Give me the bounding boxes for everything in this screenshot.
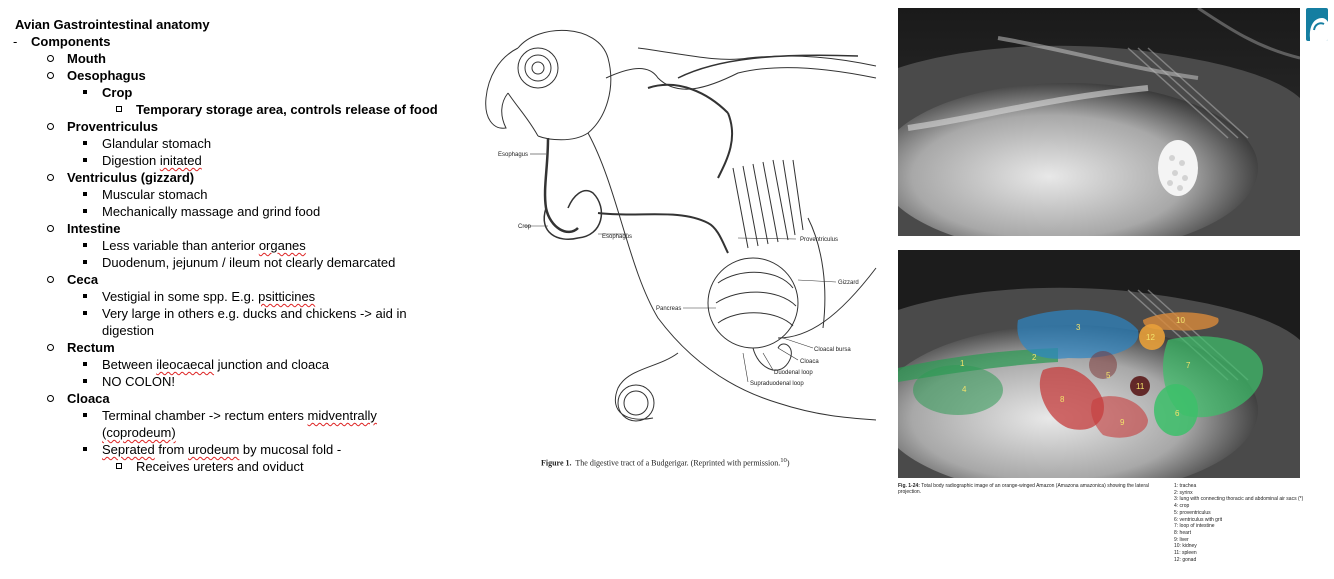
- overlay-number-1: 1: [960, 359, 965, 368]
- clo-point-1: Terminal chamber -> rectum enters midventrally (coprodeum): [102, 407, 432, 441]
- legend-item: 5: proventriculus: [1174, 509, 1211, 516]
- int-point-2: Duodenum, jejunum / ileum not clearly demarcated: [102, 254, 465, 271]
- label-supraduodenal-loop: Supraduodenal loop: [750, 381, 804, 387]
- overlay-number-2: 2: [1032, 353, 1037, 362]
- legend-item: 4: crop: [1174, 503, 1190, 510]
- beak-outline: [486, 48, 518, 128]
- budgerigar-drawing: [478, 18, 878, 428]
- components-label: Components: [31, 34, 111, 49]
- clo-point-3: Receives ureters and oviduct: [136, 458, 465, 475]
- cloaca-item: Cloaca: [67, 390, 465, 407]
- radiograph-legend: [1174, 483, 1304, 563]
- clo-point-2: Seprated from urodeum by mucosal fold -: [102, 441, 465, 458]
- overlay-number-4: 4: [962, 385, 967, 394]
- ventriculus-item: Ventriculus (gizzard): [67, 169, 465, 186]
- label-gizzard: Gizzard: [838, 280, 859, 286]
- ceca-point-2: Very large in others e.g. ducks and chickens -> aid in digestion: [102, 305, 432, 339]
- vent-point-1: Muscular stomach: [102, 186, 465, 203]
- radiograph-plain-image: [898, 8, 1300, 236]
- crop-item: Crop: [102, 84, 465, 101]
- label-cloaca: Cloaca: [800, 359, 819, 365]
- label-crop: Crop: [518, 224, 532, 230]
- rec-point-1: Between ileocaecal junction and cloaca: [102, 356, 465, 373]
- figure1-caption: Figure 1. The digestive tract of a Budgerigar. (Reprinted with permission.$^{10}$): [541, 457, 790, 468]
- overlay-number-10: 10: [1176, 316, 1185, 325]
- notes-title: Avian Gastrointestinal anatomy: [15, 17, 210, 32]
- legend-item: 7: loop of intestine: [1174, 523, 1215, 530]
- radiograph-plain: [898, 8, 1300, 236]
- label-esophagus-mid: Esophagus: [602, 234, 633, 240]
- ceca-item: Ceca: [67, 271, 465, 288]
- legend-item: 9: liver: [1174, 536, 1189, 543]
- budgerigar-diagram: [478, 18, 878, 428]
- mouth-item: Mouth: [67, 50, 465, 67]
- overlay-number-5: 5: [1106, 371, 1111, 380]
- int-point-1: Less variable than anterior organes: [102, 237, 465, 254]
- legend-item: 10: kidney: [1174, 543, 1197, 550]
- overlay-number-12: 12: [1146, 333, 1155, 342]
- bird-head-icon: [1306, 8, 1328, 41]
- label-esophagus-top: Esophagus: [498, 152, 529, 158]
- prov-point-2: Digestion initated: [102, 152, 465, 169]
- overlay-number-3: 3: [1076, 323, 1081, 332]
- overlay-number-7: 7: [1186, 361, 1191, 370]
- legend-item: 2: syrinx: [1174, 489, 1193, 496]
- notes-outline: [15, 16, 465, 475]
- rectum-item: Rectum: [67, 339, 465, 356]
- proventriculus-item: Proventriculus: [67, 118, 465, 135]
- label-duodenal-loop: Duodenal loop: [774, 370, 813, 376]
- rec-point-2: NO COLON!: [102, 373, 465, 390]
- oesophagus-item: Oesophagus: [67, 67, 465, 84]
- corner-logo: [1306, 8, 1328, 41]
- radiograph-annotated: [898, 250, 1300, 478]
- ceca-point-1: Vestigial in some spp. E.g. psitticines: [102, 288, 465, 305]
- overlay-number-11: 11: [1136, 382, 1145, 391]
- intestine-item: Intestine: [67, 220, 465, 237]
- legend-item: 1: trachea: [1174, 483, 1197, 489]
- label-proventriculus: Proventriculus: [800, 237, 839, 243]
- vent-point-2: Mechanically massage and grind food: [102, 203, 465, 220]
- radiograph-annotated-image: [898, 250, 1300, 478]
- overlay-crop: [913, 365, 1003, 415]
- legend-item: 12: gonad: [1174, 556, 1197, 563]
- eye-ring: [518, 48, 558, 88]
- components-item: - Components: [13, 34, 111, 49]
- legend-item: 6: ventriculus with grit: [1174, 516, 1223, 523]
- head-outline: [518, 30, 611, 139]
- overlay-number-9: 9: [1120, 418, 1125, 427]
- legend-item: 3: lung with connecting thoracic and abdominal air sacs (*): [1174, 496, 1304, 503]
- overlay-number-6: 6: [1175, 409, 1180, 418]
- overlay-number-8: 8: [1060, 395, 1065, 404]
- legend-item: 8: heart: [1174, 529, 1191, 536]
- prov-point-1: Glandular stomach: [102, 135, 465, 152]
- legend-item: 11: spleen: [1174, 550, 1197, 557]
- label-pancreas: Pancreas: [656, 306, 682, 312]
- label-cloacal-bursa: Cloacal bursa: [814, 347, 851, 353]
- figure24-caption: Fig. 1-24: Total body radiographic image of an orange-winged Amazon (Amazona amazonica) showing the lateral projection.: [898, 483, 1149, 495]
- crop-desc-item: Temporary storage area, controls release of food: [136, 101, 465, 118]
